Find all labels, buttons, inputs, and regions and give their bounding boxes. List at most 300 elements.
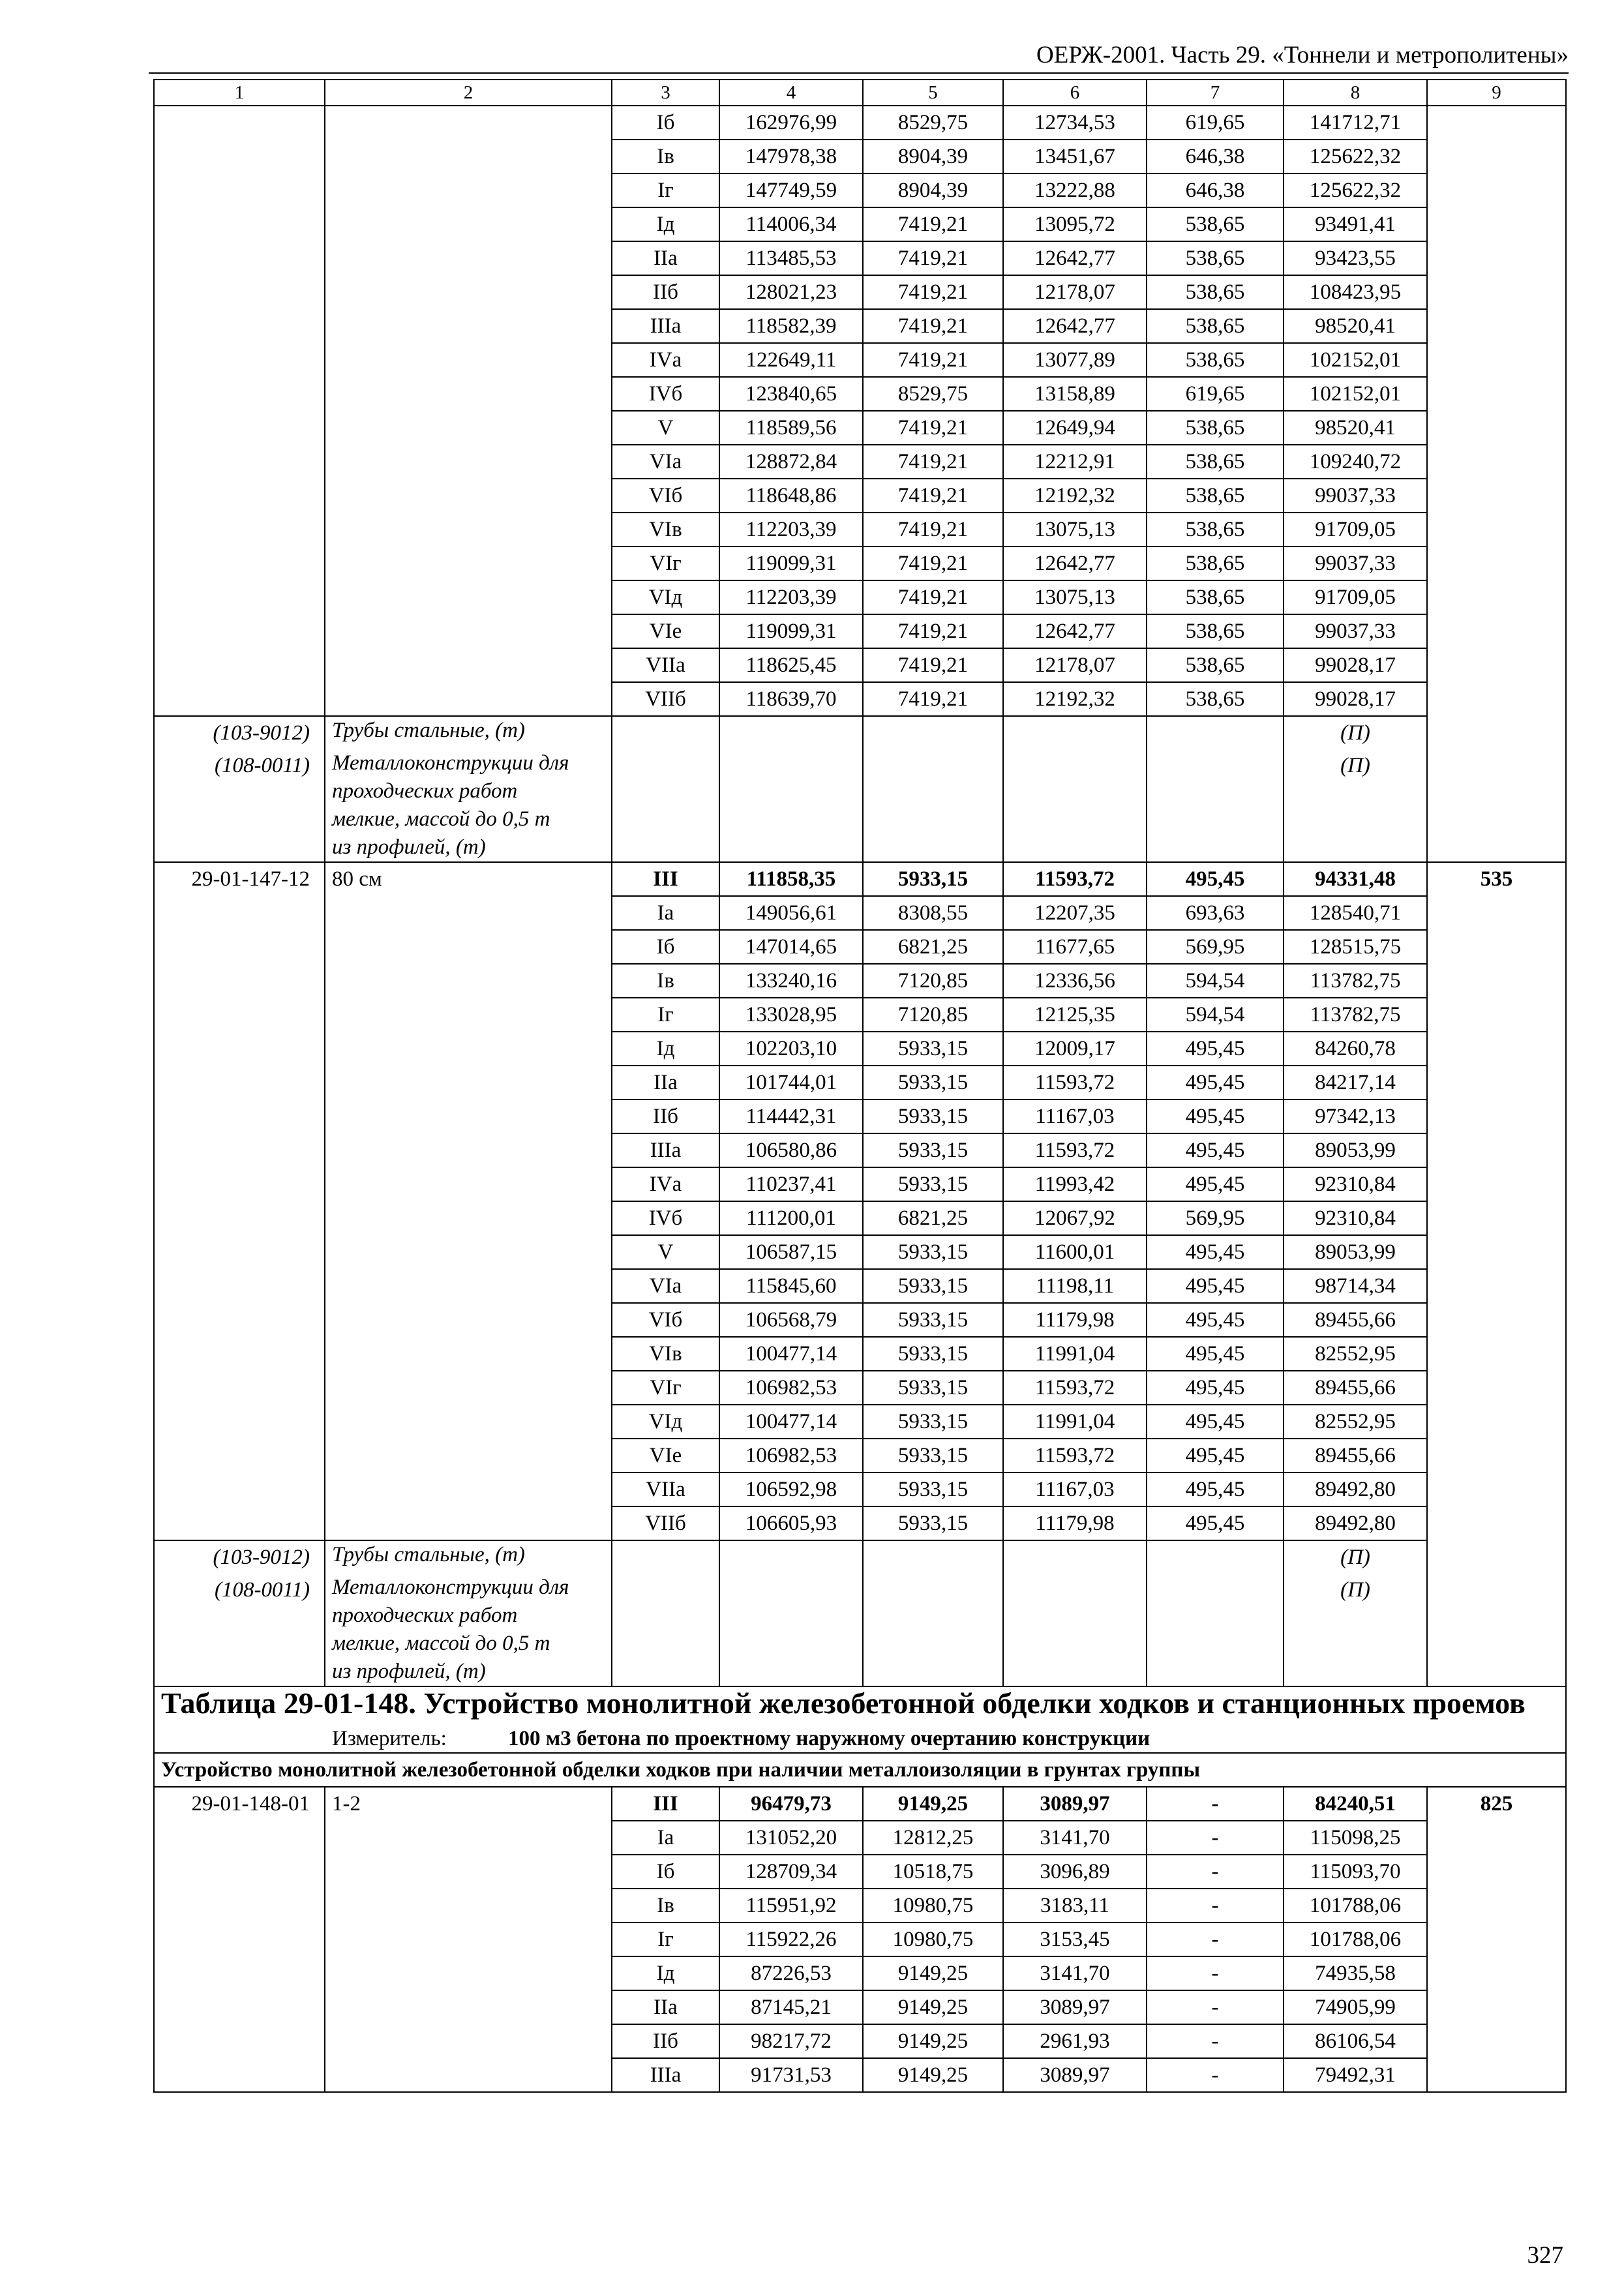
value-cell: 538,65 [1147,546,1284,580]
value-cell: 8529,75 [863,377,1003,411]
value-cell: 495,45 [1147,1066,1284,1100]
value-cell: - [1147,1821,1284,1855]
value-cell: 11179,98 [1003,1303,1147,1337]
value-cell: 11593,72 [1003,1133,1147,1167]
value-cell: 82552,95 [1284,1337,1427,1371]
value-cell: 102152,01 [1284,377,1427,411]
value-cell: 11167,03 [1003,1100,1147,1133]
value-cell: 108423,95 [1284,275,1427,309]
value-cell: 5933,15 [863,1405,1003,1439]
column-number: 7 [1147,80,1284,106]
resource-mark: (П) [1284,749,1427,862]
value-cell: 123840,65 [719,377,863,411]
value-cell: 115098,25 [1284,1821,1427,1855]
value-cell: 11198,11 [1003,1269,1147,1303]
value-cell: 91709,05 [1284,513,1427,546]
value-cell: - [1147,1990,1284,2024]
value-cell: 9149,25 [863,2058,1003,2092]
resource-mark: (П) [1284,1574,1427,1686]
empty-cell [612,749,719,862]
value-cell: 3183,11 [1003,1889,1147,1922]
value-cell: 8904,39 [863,140,1003,173]
value-cell: 84240,51 [1284,1787,1427,1821]
value-cell: 128709,34 [719,1855,863,1889]
value-cell: 7120,85 [863,998,1003,1032]
soil-group-cell: Iб [612,1855,719,1889]
value-cell: 98520,41 [1284,309,1427,343]
rate-name-cell: 80 см [325,862,612,1540]
value-cell: 106568,79 [719,1303,863,1337]
soil-group-cell: VIг [612,1371,719,1405]
value-cell: 128021,23 [719,275,863,309]
value-cell: 98520,41 [1284,411,1427,445]
value-cell: 99028,17 [1284,648,1427,682]
subheading-cell: Устройство монолитной железобетонной обделки ходков при наличии металлоизоляции в грунтах группы [154,1753,1566,1787]
value-cell: 89455,66 [1284,1371,1427,1405]
value-cell: - [1147,1922,1284,1956]
value-cell: 693,63 [1147,896,1284,930]
value-cell: 12642,77 [1003,614,1147,648]
value-cell: 96479,73 [719,1787,863,1821]
value-cell: 3096,89 [1003,1855,1147,1889]
value-cell: 3089,97 [1003,2058,1147,2092]
value-cell: 115093,70 [1284,1855,1427,1889]
value-cell: 115922,26 [719,1922,863,1956]
value-cell: 128540,71 [1284,896,1427,930]
resource-name-line: Трубы стальные, (т) [332,719,525,742]
rate-code-cell: 29-01-148-01 [154,1787,325,2092]
resource-row [154,749,1566,862]
value-cell: 646,38 [1147,173,1284,207]
column-number: 8 [1284,80,1427,106]
resource-name-line: мелкие, массой до 0,5 т [332,1632,550,1655]
value-cell: 13451,67 [1003,140,1147,173]
value-cell: 114442,31 [719,1100,863,1133]
value-cell: 495,45 [1147,1506,1284,1540]
resource-name [325,1574,612,1686]
value-cell: 101788,06 [1284,1889,1427,1922]
value-cell: 89053,99 [1284,1133,1427,1167]
table-title: Таблица 29-01-148. Устройство монолитной железобетонной обделки ходков и станционных проемов [161,1686,1526,1720]
value-cell: 495,45 [1147,1235,1284,1269]
soil-group-cell: Iв [612,140,719,173]
rate-row [154,106,1566,140]
value-cell: 538,65 [1147,513,1284,546]
value-cell: 112203,39 [719,513,863,546]
value-cell: 89492,80 [1284,1473,1427,1506]
header-rule [149,72,1569,74]
soil-group-cell: Iб [612,930,719,964]
value-cell: 7419,21 [863,614,1003,648]
value-cell: 128872,84 [719,445,863,479]
value-cell: 92310,84 [1284,1201,1427,1235]
table-heading-cell [154,1686,1566,1753]
meter-row [161,1725,1559,1752]
value-cell: 8308,55 [863,896,1003,930]
value-cell: 10518,75 [863,1855,1003,1889]
value-cell: 87145,21 [719,1990,863,2024]
value-cell: 538,65 [1147,275,1284,309]
value-cell: 102203,10 [719,1032,863,1066]
empty-cell [863,716,1003,749]
value-cell: 100477,14 [719,1405,863,1439]
value-cell: 5933,15 [863,1473,1003,1506]
resource-code: (103-9012) [154,1540,325,1574]
empty-cell [1003,1540,1147,1574]
value-cell: 495,45 [1147,1473,1284,1506]
empty-cell [719,749,863,862]
value-cell: 11593,72 [1003,862,1147,896]
value-cell: 113782,75 [1284,998,1427,1032]
value-cell: 538,65 [1147,207,1284,241]
value-cell: 118625,45 [719,648,863,682]
value-cell: 11991,04 [1003,1337,1147,1371]
soil-group-cell: Iв [612,964,719,998]
soil-group-cell: IIб [612,1100,719,1133]
soil-group-cell: VIг [612,546,719,580]
value-cell: 538,65 [1147,682,1284,716]
soil-group-cell: Iв [612,1889,719,1922]
value-cell: 112203,39 [719,580,863,614]
value-cell: 89455,66 [1284,1303,1427,1337]
estimate-table [153,79,1567,2093]
value-cell: 11993,42 [1003,1167,1147,1201]
empty-cell [1003,1574,1147,1686]
value-cell: 113782,75 [1284,964,1427,998]
value-cell: 12642,77 [1003,241,1147,275]
empty-cell [1003,716,1147,749]
soil-group-cell: VIб [612,479,719,513]
value-cell: 149056,61 [719,896,863,930]
soil-group-cell: IIIа [612,1133,719,1167]
value-cell: 5933,15 [863,1371,1003,1405]
value-cell: 12207,35 [1003,896,1147,930]
value-cell: 5933,15 [863,1100,1003,1133]
resource-mark: (П) [1284,1540,1427,1574]
soil-group-cell: IIа [612,1066,719,1100]
value-cell: 98217,72 [719,2024,863,2058]
value-cell: 9149,25 [863,2024,1003,2058]
value-cell: 9149,25 [863,1956,1003,1990]
soil-group-cell: VIIб [612,1506,719,1540]
value-cell: 5933,15 [863,862,1003,896]
soil-group-cell: Iд [612,1032,719,1066]
soil-group-cell: IVб [612,377,719,411]
value-cell: 7419,21 [863,580,1003,614]
value-cell: 13222,88 [1003,173,1147,207]
value-cell: 7419,21 [863,207,1003,241]
value-cell: 13075,13 [1003,580,1147,614]
soil-group-cell: VIв [612,513,719,546]
value-cell: 3089,97 [1003,1787,1147,1821]
empty-cell [1147,749,1284,862]
value-cell: 98714,34 [1284,1269,1427,1303]
column-number: 5 [863,80,1003,106]
value-cell: 12192,32 [1003,479,1147,513]
value-cell: 12734,53 [1003,106,1147,140]
value-cell: 538,65 [1147,241,1284,275]
value-cell: 7419,21 [863,513,1003,546]
empty-cell [1147,716,1284,749]
value-cell: - [1147,2058,1284,2092]
value-cell: 495,45 [1147,1371,1284,1405]
value-cell: 106982,53 [719,1371,863,1405]
value-cell: - [1147,1855,1284,1889]
soil-group-cell: III [612,862,719,896]
value-cell: 119099,31 [719,614,863,648]
empty-cell [863,1574,1003,1686]
value-cell: 111858,35 [719,862,863,896]
value-cell: 7419,21 [863,479,1003,513]
value-cell: - [1147,1889,1284,1922]
value-cell: 147014,65 [719,930,863,964]
soil-group-cell: VIе [612,1439,719,1473]
column-number: 3 [612,80,719,106]
value-cell: 133028,95 [719,998,863,1032]
value-cell: 147978,38 [719,140,863,173]
table-heading-row [154,1686,1566,1753]
column-number: 1 [154,80,325,106]
value-cell: 106592,98 [719,1473,863,1506]
value-cell: 13075,13 [1003,513,1147,546]
value-cell: 12009,17 [1003,1032,1147,1066]
value-cell: 5933,15 [863,1032,1003,1066]
value-cell: 11593,72 [1003,1371,1147,1405]
value-cell: 89455,66 [1284,1439,1427,1473]
soil-group-cell: VIд [612,580,719,614]
rate-code-cell: 29-01-147-12 [154,862,325,1540]
resource-code: (103-9012) [154,716,325,749]
value-cell: 12125,35 [1003,998,1147,1032]
value-cell: 118648,86 [719,479,863,513]
value-cell: 106587,15 [719,1235,863,1269]
main-rate-row [154,1787,1566,1821]
value-cell: 5933,15 [863,1337,1003,1371]
value-cell: 7419,21 [863,648,1003,682]
column-number: 4 [719,80,863,106]
value-cell: - [1147,1787,1284,1821]
value-cell: 12178,07 [1003,648,1147,682]
value-cell: 128515,75 [1284,930,1427,964]
value-cell: 100477,14 [719,1337,863,1371]
value-cell: 12336,56 [1003,964,1147,998]
value-cell: 10980,75 [863,1922,1003,1956]
value-cell: 495,45 [1147,1405,1284,1439]
empty-cell [612,716,719,749]
value-cell: 89053,99 [1284,1235,1427,1269]
soil-group-cell: VIв [612,1337,719,1371]
value-cell: 7419,21 [863,411,1003,445]
value-cell: 114006,34 [719,207,863,241]
empty-cell [1147,1574,1284,1686]
value-cell: 147749,59 [719,173,863,207]
value-cell: 102152,01 [1284,343,1427,377]
value-cell: 7419,21 [863,445,1003,479]
empty-cell [863,749,1003,862]
soil-group-cell: Iг [612,998,719,1032]
value-cell: 91709,05 [1284,580,1427,614]
value-cell: 12192,32 [1003,682,1147,716]
soil-group-cell: Iа [612,896,719,930]
value-cell: 99028,17 [1284,682,1427,716]
value-cell: 12642,77 [1003,309,1147,343]
soil-group-cell: VIа [612,1269,719,1303]
value-cell: 495,45 [1147,1133,1284,1167]
value-cell: 87226,53 [719,1956,863,1990]
value-cell: 131052,20 [719,1821,863,1855]
value-cell: 111200,01 [719,1201,863,1235]
value-cell: 93423,55 [1284,241,1427,275]
main-rate-row [154,862,1566,896]
value-cell: 84260,78 [1284,1032,1427,1066]
value-cell: 495,45 [1147,1337,1284,1371]
value-cell: - [1147,2024,1284,2058]
soil-group-cell: V [612,1235,719,1269]
column-number: 2 [325,80,612,106]
resource-row [154,716,1566,749]
resource-mark: (П) [1284,716,1427,749]
value-cell: 538,65 [1147,343,1284,377]
value-cell: 74935,58 [1284,1956,1427,1990]
resource-name-line: Металлоконструкции для [332,1576,569,1599]
soil-group-cell: III [612,1787,719,1821]
value-cell: 133240,16 [719,964,863,998]
value-cell: 115951,92 [719,1889,863,1922]
value-cell: 538,65 [1147,411,1284,445]
value-cell: 2961,93 [1003,2024,1147,2058]
value-cell: 7419,21 [863,546,1003,580]
soil-group-cell: VIIб [612,682,719,716]
soil-group-cell: VIIа [612,648,719,682]
value-cell: 5933,15 [863,1269,1003,1303]
resource-name-line: из профилей, (т) [332,835,486,859]
value-cell: 92310,84 [1284,1167,1427,1201]
soil-group-cell: IIб [612,275,719,309]
soil-group-cell: IIа [612,1990,719,2024]
labor-cell: 825 [1427,1787,1566,2092]
value-cell: 538,65 [1147,648,1284,682]
value-cell: 109240,72 [1284,445,1427,479]
value-cell: 12178,07 [1003,275,1147,309]
value-cell: 5933,15 [863,1506,1003,1540]
value-cell: 115845,60 [719,1269,863,1303]
rate-name-cell: 1-2 [325,1787,612,2092]
value-cell: 12067,92 [1003,1201,1147,1235]
value-cell: 8529,75 [863,106,1003,140]
value-cell: 99037,33 [1284,479,1427,513]
resource-name-line: Трубы стальные, (т) [332,1543,525,1566]
column-number: 6 [1003,80,1147,106]
value-cell: 11677,65 [1003,930,1147,964]
value-cell: 106605,93 [719,1506,863,1540]
value-cell: 10980,75 [863,1889,1003,1922]
resource-name [325,1540,612,1574]
value-cell: 7419,21 [863,275,1003,309]
value-cell: 569,95 [1147,1201,1284,1235]
resource-name [325,749,612,862]
value-cell: 110237,41 [719,1167,863,1201]
value-cell: 6821,25 [863,1201,1003,1235]
value-cell: 125622,32 [1284,173,1427,207]
value-cell: 7120,85 [863,964,1003,998]
soil-group-cell: V [612,411,719,445]
value-cell: 538,65 [1147,445,1284,479]
value-cell: 93491,41 [1284,207,1427,241]
value-cell: 495,45 [1147,1269,1284,1303]
value-cell: 12642,77 [1003,546,1147,580]
rate-code-cell [154,106,325,716]
soil-group-cell: IIб [612,2024,719,2058]
soil-group-cell: Iа [612,1821,719,1855]
value-cell: 538,65 [1147,580,1284,614]
value-cell: 538,65 [1147,309,1284,343]
empty-cell [1147,1540,1284,1574]
value-cell: 538,65 [1147,614,1284,648]
value-cell: 495,45 [1147,862,1284,896]
value-cell: 538,65 [1147,479,1284,513]
value-cell: 7419,21 [863,682,1003,716]
value-cell: 495,45 [1147,1439,1284,1473]
value-cell: 7419,21 [863,309,1003,343]
value-cell: 7419,21 [863,241,1003,275]
value-cell: 162976,99 [719,106,863,140]
value-cell: 5933,15 [863,1235,1003,1269]
value-cell: 106982,53 [719,1439,863,1473]
value-cell: 74905,99 [1284,1990,1427,2024]
value-cell: 118589,56 [719,411,863,445]
value-cell: 3153,45 [1003,1922,1147,1956]
value-cell: 495,45 [1147,1100,1284,1133]
value-cell: 99037,33 [1284,614,1427,648]
value-cell: 101744,01 [719,1066,863,1100]
empty-cell [719,716,863,749]
empty-cell [1003,749,1147,862]
value-cell: 11600,01 [1003,1235,1147,1269]
resource-row [154,1540,1566,1574]
soil-group-cell: VIб [612,1303,719,1337]
value-cell: 113485,53 [719,241,863,275]
value-cell: 3141,70 [1003,1956,1147,1990]
value-cell: 7419,21 [863,343,1003,377]
value-cell: 91731,53 [719,2058,863,2092]
value-cell: 3141,70 [1003,1821,1147,1855]
soil-group-cell: IVа [612,343,719,377]
soil-group-cell: Iб [612,106,719,140]
soil-group-cell: IIа [612,241,719,275]
soil-group-cell: VIIа [612,1473,719,1506]
value-cell: 11167,03 [1003,1473,1147,1506]
value-cell: 13158,89 [1003,377,1147,411]
empty-cell [863,1540,1003,1574]
column-number: 9 [1427,80,1566,106]
page-header-title: ОЕРЖ-2001. Часть 29. «Тоннели и метрополитены» [1036,42,1569,68]
meter-label: Измеритель: [332,1727,447,1750]
value-cell: 5933,15 [863,1167,1003,1201]
value-cell: 619,65 [1147,377,1284,411]
value-cell: 97342,13 [1284,1100,1427,1133]
value-cell: 118639,70 [719,682,863,716]
value-cell: 13095,72 [1003,207,1147,241]
resource-name-line: Металлоконструкции для [332,751,569,775]
value-cell: 9149,25 [863,1990,1003,2024]
value-cell: 11991,04 [1003,1405,1147,1439]
value-cell: 12212,91 [1003,445,1147,479]
soil-group-cell: IVб [612,1201,719,1235]
value-cell: 646,38 [1147,140,1284,173]
soil-group-cell: Iг [612,1922,719,1956]
value-cell: 594,54 [1147,998,1284,1032]
value-cell: 11593,72 [1003,1439,1147,1473]
